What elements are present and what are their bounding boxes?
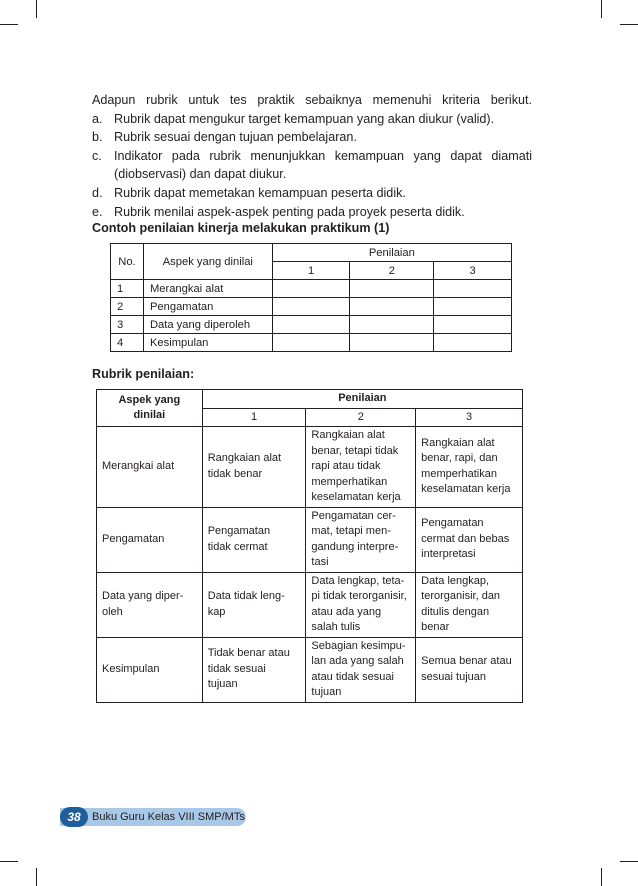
crop-mark [0,24,18,25]
rubric-score-1: Pengamatan tidak cermat [202,507,306,572]
list-item: a. Rubrik dapat mengukur target kemampuan yang akan diukur (valid). [92,111,495,126]
crop-mark [601,0,602,18]
rubric-score-3: Data lengkap, terorganisir, dan ditulis dengan benar [416,572,523,637]
section-title-performance: Contoh penilaian kinerja melakukan praktikum (1) [92,221,390,235]
crop-mark [601,868,602,886]
intro-text [92,91,532,221]
table-row [97,572,523,637]
rubric-score-2: Data lengkap, teta- pi tidak terorganisir, atau ada yang salah tulis [306,572,416,637]
table-row [97,427,523,508]
list-item: c. Indikator pada rubrik menunjukkan kemampuan yang dapat diamati [92,148,532,163]
rubric-table [96,389,523,703]
col-header-aspect: Aspek yang dinilai [143,244,272,280]
rubric-score-1: Tidak benar atau tidak sesuai tujuan [202,637,306,702]
table-row: 3 Data yang diperoleh [111,316,512,334]
crop-mark [36,0,37,18]
rubric-aspect: Kesimpulan [97,637,203,702]
table-row: 1 Merangkai alat [111,280,512,298]
footer-book-title: Buku Guru Kelas VIII SMP/MTs [92,811,245,823]
rubric-aspect: Merangkai alat [97,427,203,508]
crop-mark [36,868,37,886]
table-row [97,637,523,702]
col-header-score: Penilaian [272,244,511,262]
list-item: d. Rubrik dapat memetakan kemampuan peserta didik. [92,185,406,200]
performance-table [110,243,512,352]
intro-lead: Adapun rubrik untuk tes praktik sebaiknya memenuhi kriteria berikut. [92,93,532,107]
score-header: 3 [434,262,512,280]
col-header-no: No. [111,244,144,280]
crop-mark [0,861,18,862]
section-title-rubric: Rubrik penilaian: [92,367,195,381]
score-header: 1 [272,262,350,280]
rubric-score-2: Pengamatan cer- mat, tetapi men- gandung interpre- tasi [306,507,416,572]
score-header: 2 [306,409,416,427]
col-header-aspect: Aspek yang dinilai [97,390,203,427]
crop-mark [620,861,638,862]
col-header-score: Penilaian [202,390,522,409]
rubric-score-2: Sebagian kesimpu- lan ada yang salah atau tidak sesuai tujuan [306,637,416,702]
list-item: e. Rubrik menilai aspek-aspek penting pada proyek peserta didik. [92,204,465,219]
score-header: 2 [350,262,434,280]
rubric-aspect: Pengamatan [97,507,203,572]
rubric-score-3: Pengamatan cermat dan bebas interpretasi [416,507,523,572]
score-header: 1 [202,409,306,427]
rubric-score-2: Rangkaian alat benar, tetapi tidak rapi atau tidak memperhatikan keselamatan kerja [306,427,416,508]
list-item: b. Rubrik sesuai dengan tujuan pembelajaran. [92,130,357,145]
table-row: 4 Kesimpulan [111,334,512,352]
rubric-aspect: Data yang diper- oleh [97,572,203,637]
list-item-continuation: (diobservasi) dan dapat diukur. [114,167,287,182]
rubric-score-1: Data tidak leng- kap [202,572,306,637]
page-number: 38 [60,807,88,827]
rubric-score-1: Rangkaian alat tidak benar [202,427,306,508]
table-row: 2 Pengamatan [111,298,512,316]
crop-mark [620,24,638,25]
table-row [97,507,523,572]
rubric-score-3: Rangkaian alat benar, rapi, dan memperhatikan keselamatan kerja [416,427,523,508]
score-header: 3 [416,409,523,427]
rubric-score-3: Semua benar atau sesuai tujuan [416,637,523,702]
